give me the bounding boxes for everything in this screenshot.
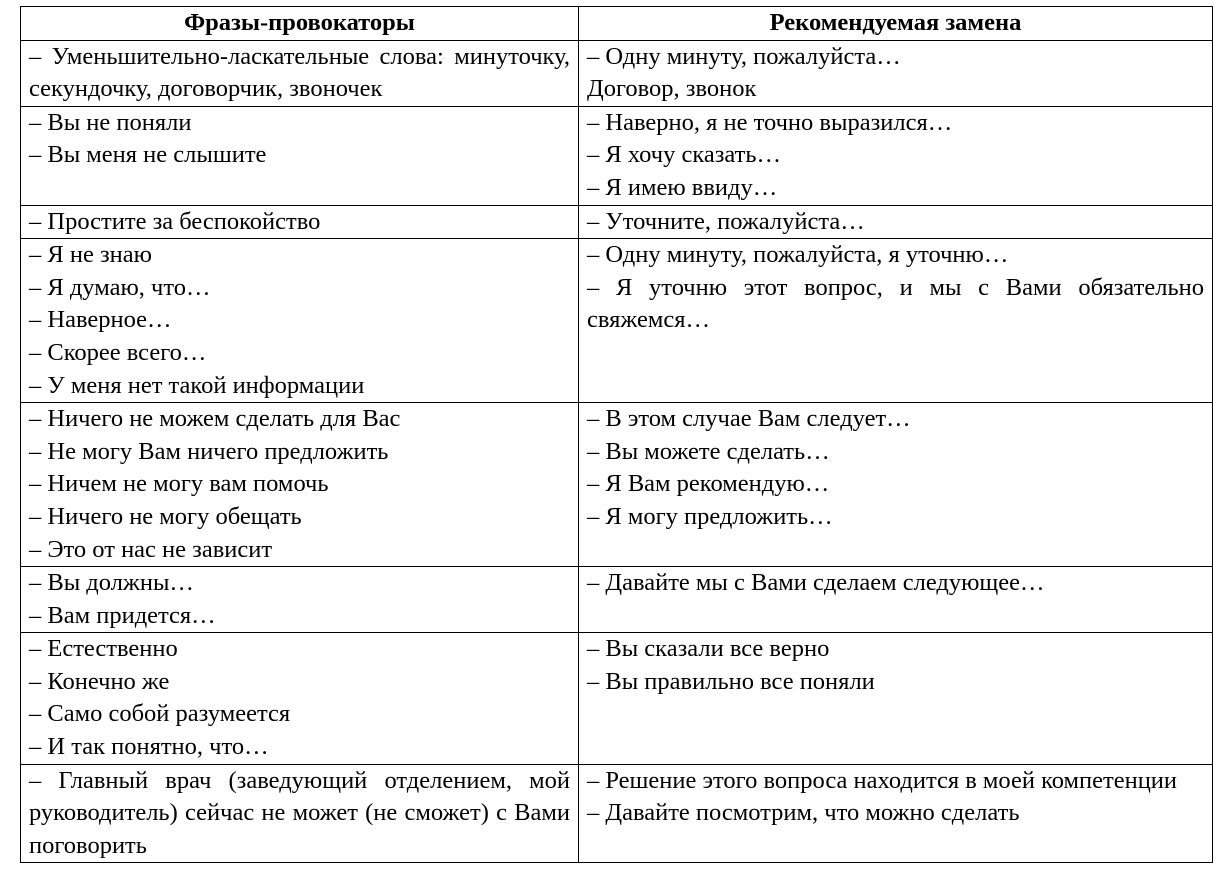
replacement-line: – Одну минуту, пожалуйста… — [587, 42, 901, 70]
replacement-line: – Я имею ввиду… — [587, 173, 778, 201]
replacement-line: – Наверно, я не точно выразился… — [587, 108, 953, 136]
provocative-line: – Само собой разумеется — [29, 700, 291, 728]
provocative-line: – У меня нет такой информации — [29, 371, 365, 399]
replacement-cell — [579, 633, 1213, 764]
replacement-line: – Давайте посмотрим, что можно сделать — [587, 799, 1020, 827]
replacement-cell — [579, 205, 1213, 239]
provocative-line: – Вы меня не слышите — [29, 141, 267, 169]
provocative-line: – Вы не поняли — [29, 108, 192, 136]
replacement-cell — [579, 239, 1213, 403]
document-page — [20, 6, 1212, 863]
table-row — [21, 239, 1213, 403]
phrases-table — [20, 6, 1213, 863]
provocative-paragraph: – Уменьшительно-ласкательные слова: минуточку, секундочку, договорчик, звоночек — [29, 42, 570, 103]
table-row — [21, 403, 1213, 567]
replacement-cell — [579, 106, 1213, 205]
replacement-paragraph: – Решение этого вопроса находится в моей компетенции — [587, 766, 1178, 794]
provocative-line: – Это от нас не зависит — [29, 535, 273, 563]
provocative-line: – Естественно — [29, 635, 178, 663]
table-row — [21, 40, 1213, 106]
replacement-cell — [579, 40, 1213, 106]
replacement-line: – Я Вам рекомендую… — [587, 470, 830, 498]
table-row — [21, 633, 1213, 764]
provocative-line: – Я не знаю — [29, 241, 152, 269]
provocative-cell — [21, 40, 579, 106]
provocative-cell — [21, 106, 579, 205]
provocative-cell — [21, 205, 579, 239]
provocative-line: – Конечно же — [29, 667, 170, 695]
replacement-line: – Вы можете сделать… — [587, 437, 830, 465]
table-row — [21, 567, 1213, 633]
provocative-line: – Простите за беспокойство — [29, 207, 321, 235]
provocative-line: – Ничем не могу вам помочь — [29, 470, 329, 498]
replacement-paragraph: – Я уточню этот вопрос, и мы с Вами обязательно свяжемся… — [587, 273, 1204, 334]
header-recommended-replacement: Рекомендуемая замена — [579, 7, 1213, 41]
provocative-line: – Наверное… — [29, 306, 172, 334]
replacement-line: – Вы правильно все поняли — [587, 667, 875, 695]
replacement-line: – Вы сказали все верно — [587, 635, 830, 663]
provocative-line: – Не могу Вам ничего предложить — [29, 437, 389, 465]
replacement-line: – Я могу предложить… — [587, 502, 833, 530]
replacement-cell — [579, 764, 1213, 863]
provocative-line: – Я думаю, что… — [29, 273, 211, 301]
header-provocative-phrases: Фразы-провокаторы — [21, 7, 579, 41]
provocative-line: – Ничего не могу обещать — [29, 502, 302, 530]
replacement-line: – Давайте мы с Вами сделаем следующее… — [587, 569, 1045, 597]
provocative-line: – Ничего не можем сделать для Вас — [29, 405, 401, 433]
provocative-paragraph: – Главный врач (заведующий отделением, мой руководитель) сейчас не может (не сможет) с Вами поговорить — [29, 766, 570, 859]
replacement-line: – Я хочу сказать… — [587, 141, 782, 169]
provocative-cell — [21, 239, 579, 403]
provocative-cell — [21, 403, 579, 567]
provocative-cell — [21, 633, 579, 764]
provocative-line: – Вам придется… — [29, 601, 216, 629]
replacement-cell — [579, 403, 1213, 567]
table-header-row — [21, 7, 1213, 41]
table-row — [21, 106, 1213, 205]
replacement-line: – Уточните, пожалуйста… — [587, 207, 865, 235]
replacement-line: – В этом случае Вам следует… — [587, 405, 911, 433]
provocative-line: – Скорее всего… — [29, 338, 207, 366]
provocative-cell — [21, 567, 579, 633]
provocative-line: – И так понятно, что… — [29, 733, 269, 761]
replacement-line: Договор, звонок — [587, 75, 757, 103]
replacement-line: – Одну минуту, пожалуйста, я уточню… — [587, 241, 1009, 269]
provocative-line: – Вы должны… — [29, 569, 194, 597]
provocative-cell — [21, 764, 579, 863]
replacement-cell — [579, 567, 1213, 633]
table-row — [21, 764, 1213, 863]
table-row — [21, 205, 1213, 239]
